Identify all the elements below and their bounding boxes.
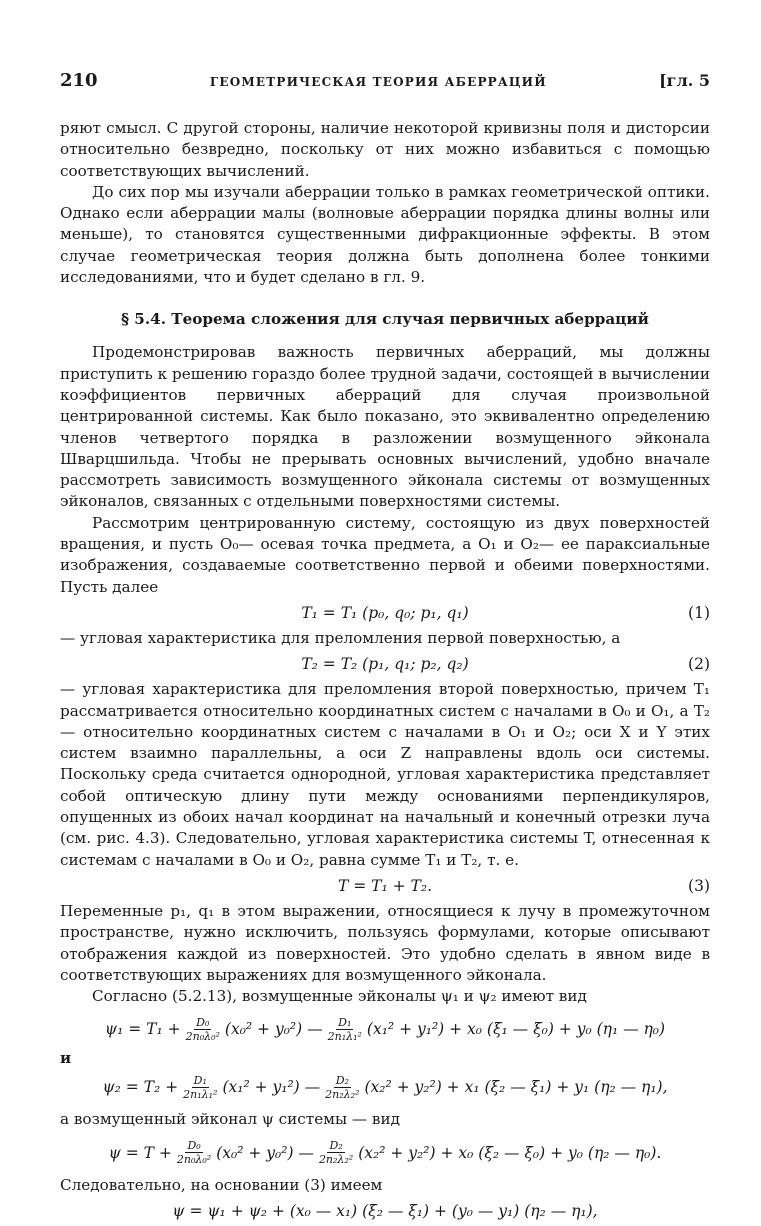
equation-6-middle: (x₀² + y₀²) —: [216, 1143, 314, 1162]
page-header: [60, 70, 710, 100]
equation-2-number: (2): [688, 655, 710, 674]
fraction-numerator: D₁: [193, 1073, 207, 1087]
fraction-denominator: 2n₂λ₂²: [325, 1087, 360, 1101]
fraction-numerator: D₂: [329, 1139, 343, 1153]
equation-1-number: (1): [688, 603, 710, 622]
equation-6-fraction-1: [175, 1139, 213, 1166]
equation-6-rest: (x₂² + y₂²) + x₀ (ξ₂ — ξ₀) + y₀ (η₂ — η₀).: [358, 1143, 662, 1162]
fraction-denominator: 2n₀λ₀²: [185, 1029, 220, 1043]
equation-7: [60, 1196, 710, 1226]
book-page: [60, 70, 710, 1226]
equation-6: [60, 1131, 710, 1175]
fraction-numerator: D₂: [335, 1073, 349, 1087]
fraction-denominator: 2n₂λ₂²: [318, 1153, 354, 1167]
equation-4-fraction-2: [326, 1016, 364, 1043]
paragraph-2: До сих пор мы изучали аберрации только в рамках геометрической оптики. Однако если аберрации малы (волновые аберрации порядка длины волны или меньше), то становятся существенными дифракционные эффекты. В этом случае геометрическая теория должна быть дополнена более тонкими исследованиями, что и будет сделано в гл. 9.: [60, 182, 710, 287]
paragraph-3: Продемонстрировав важность первичных аберраций, мы должны приступить к решению гораздо более трудной задачи, состоящей в вычислении коэффициентов первичных аберраций для случая произвольной центрированной системы. Как было показано, это эквивалентно определению членов четвертого порядка в разложении возмущенного эйконала Шварцшильда. Чтобы не прерывать основных вычислений, удобно вначале рассмотреть зависимость возмущенного эйконала системы от возмущенных эйконалов, связанных с отдельными поверхностями системы.: [60, 343, 710, 511]
equation-1-body: T₁ = T₁ (p₀, q₀; p₁, q₁): [301, 603, 469, 622]
fraction-denominator: 2n₁λ₁²: [183, 1087, 218, 1101]
equation-2-body: T₂ = T₂ (p₁, q₁; p₂, q₂): [301, 655, 469, 674]
paragraph-9: а возмущенный эйконал ψ системы — вид: [60, 1110, 400, 1129]
equation-4-middle: (x₀² + y₀²) —: [224, 1020, 323, 1039]
equation-5-middle: (x₁² + y₁²) —: [222, 1078, 321, 1097]
equation-7-body: ψ = ψ₁ + ψ₂ + (x₀ — x₁) (ξ₂ — ξ₁) + (y₀ — y₁) (η₂ — η₁),: [172, 1201, 598, 1220]
paragraph-4: Рассмотрим центрированную систему, состоящую из двух поверхностей вращения, и пусть O₀— осевая точка предмета, а O₁ и O₂— ее параксиальные изображения, создаваемые соответственно первой и обеими поверхностями. Пусть далее: [60, 513, 710, 596]
fraction-denominator: 2n₀λ₀²: [176, 1153, 212, 1167]
paragraph-5: — угловая характеристика для преломления первой поверхностью, а: [60, 628, 621, 647]
equation-1: [60, 598, 710, 628]
equation-3-number: (3): [688, 876, 710, 895]
equation-3: [60, 871, 710, 901]
equation-6-lhs: ψ = T +: [108, 1143, 172, 1162]
equation-5-rest: (x₂² + y₂²) + x₁ (ξ₂ — ξ₁) + y₁ (η₂ — η₁),: [364, 1078, 668, 1097]
equation-5-fraction-1: [181, 1074, 219, 1101]
fraction-numerator: D₀: [187, 1139, 201, 1153]
conjunction-and: и: [60, 1049, 72, 1068]
paragraph-6: — угловая характеристика для преломления второй поверхностью, причем T₁ рассматривается относительно координатных систем с началами в O₀ и O₁, а T₂— относительно координатных систем с началами в O₁ и O₂; оси X и Y этих систем взаимно параллельны, а оси Z направлены вдоль оси системы. Поскольку среда считается однородной, угловая характеристика представляет собой оптическую длину пути между основаниями перпендикуляров, опущенных из обоих начал координат на начальный и конечный отрезки луча (см. рис. 4.3). Следовательно, угловая характеристика системы T, отнесенная к системам с началами в O₀ и O₂, равна сумме T₁ и T₂, т. е.: [60, 680, 710, 869]
running-title: ГЕОМЕТРИЧЕСКАЯ ТЕОРИЯ АБЕРРАЦИЙ: [209, 75, 547, 89]
equation-4: [60, 1007, 710, 1051]
fraction-numerator: D₁: [338, 1015, 352, 1029]
equation-4-rest: (x₁² + y₁²) + x₀ (ξ₁ — ξ₀) + y₀ (η₁ — η₀): [366, 1020, 666, 1039]
equation-5-fraction-2: [323, 1074, 361, 1101]
paragraph-8: Согласно (5.2.13), возмущенные эйконалы ψ₁ и ψ₂ имеют вид: [92, 987, 587, 1006]
fraction-numerator: D₀: [196, 1015, 210, 1029]
equation-3-body: T = T₁ + T₂.: [337, 876, 433, 895]
equation-5: [60, 1065, 710, 1109]
equation-4-lhs: ψ₁ = T₁ +: [104, 1020, 181, 1039]
page-number: 210: [60, 70, 98, 91]
paragraph-1: ряют смысл. С другой стороны, наличие некоторой кривизны поля и дисторсии относительно безвредно, поскольку от них можно избавиться с помощью соответствующих вычислений.: [60, 119, 710, 180]
equation-2: [60, 649, 710, 679]
fraction-denominator: 2n₁λ₁²: [327, 1029, 362, 1043]
paragraph-7: Переменные p₁, q₁ в этом выражении, относящиеся к лучу в промежуточном пространстве, нужно исключить, пользуясь формулами, которые описывают отображения каждой из поверхностей. Это удобно сделать в явном виде в соответствующих выражениях для возмущенного эйконала.: [60, 901, 710, 984]
equation-4-fraction-1: [184, 1016, 222, 1043]
equation-6-fraction-2: [317, 1139, 355, 1166]
equation-5-lhs: ψ₂ = T₂ +: [102, 1078, 179, 1097]
chapter-marker: [гл. 5: [659, 71, 710, 90]
paragraph-10: Следовательно, на основании (3) имеем: [60, 1175, 383, 1194]
section-title: § 5.4. Теорема сложения для случая первичных аберраций: [121, 310, 649, 329]
